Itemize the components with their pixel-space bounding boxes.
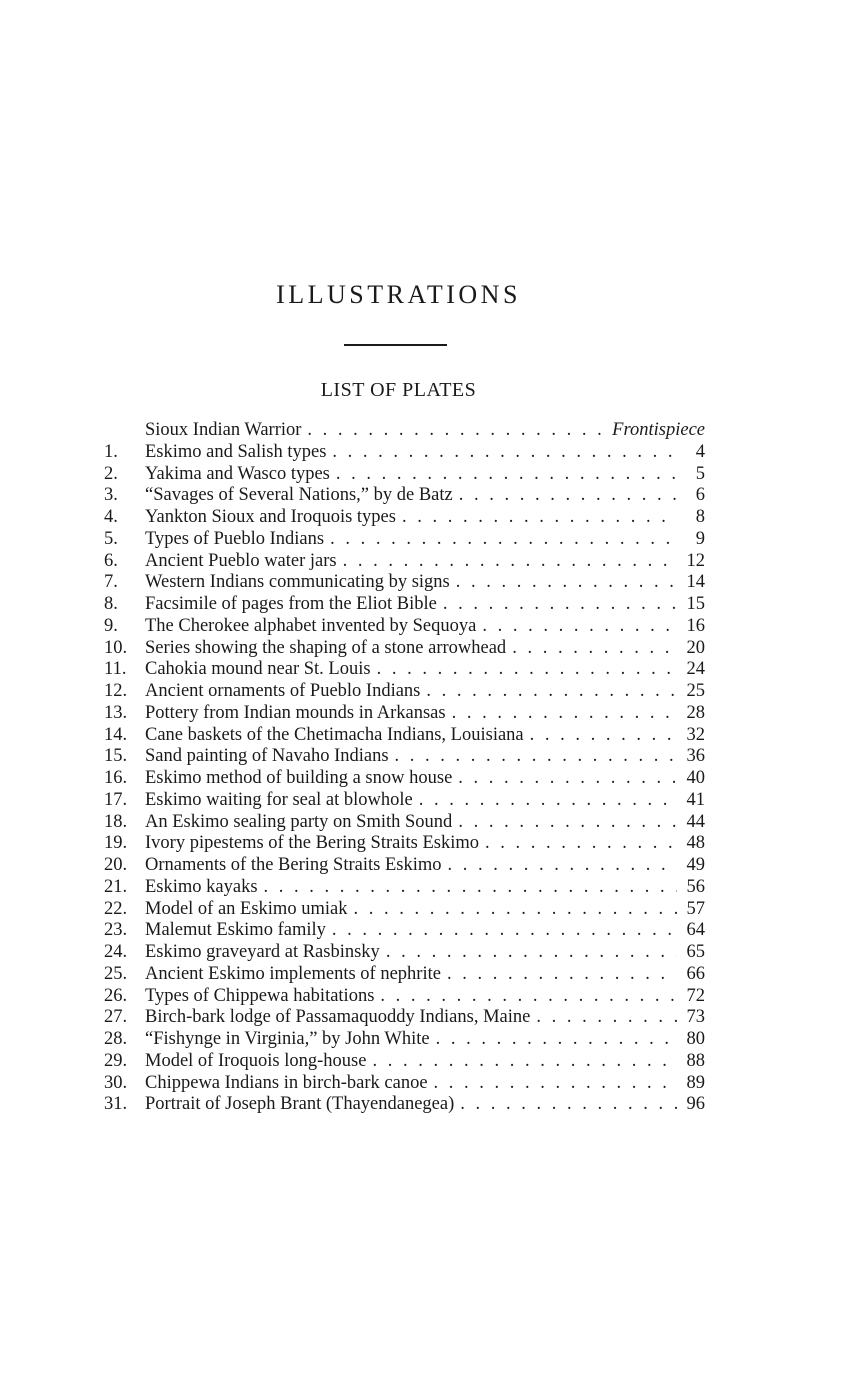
plate-page: 64 [686,920,705,941]
plate-row [100,812,705,834]
plate-page: 5 [695,463,705,484]
plate-number: 31. [104,1094,128,1115]
plate-page: 80 [686,1029,705,1049]
plate-number: 18. [104,811,128,832]
dot-leader [395,746,677,768]
plate-row [100,1073,705,1095]
plate-title: Ivory pipestems of the Bering Straits Eskimo [145,833,479,854]
plate-page: 14 [686,572,705,593]
plate-number: 3. [104,485,118,506]
plate-number: 29. [104,1050,128,1071]
plate-title: Series showing the shaping of a stone arrowhead [145,637,507,658]
plate-number: 24. [104,942,128,962]
plate-row [100,616,705,638]
plate-title: “Fishynge in Virginia,” by John White [145,1029,430,1049]
plate-page: 41 [686,789,705,810]
plate-number: 10. [104,637,128,658]
plate-page: 49 [686,855,705,875]
plate-number: 26. [104,985,128,1006]
dot-leader [332,442,677,464]
plate-row [100,899,705,921]
plate-row [100,507,705,529]
plate-number: 22. [104,898,128,919]
plate-row [100,964,705,986]
dot-leader [536,1007,677,1029]
plate-title: Sand painting of Navaho Indians [145,746,389,767]
plate-page: 20 [686,637,705,658]
plate-page: 66 [686,963,705,984]
plate-number: 17. [104,789,128,810]
plate-row [100,594,705,616]
dot-leader [460,1094,677,1116]
dot-leader [447,855,677,877]
plate-row [100,768,705,790]
plate-title: “Savages of Several Nations,” by de Batz [145,485,453,506]
plate-title: Chippewa Indians in birch-bark canoe [145,1072,428,1093]
plate-row [100,746,705,768]
plate-title: Yakima and Wasco types [145,463,330,484]
frontispiece-row [100,420,705,442]
plate-page: 15 [686,594,705,614]
plate-row [100,1051,705,1073]
dot-leader [343,551,677,573]
plate-page: 65 [686,942,705,962]
plate-number: 23. [104,920,128,941]
plate-title: Malemut Eskimo family [145,920,326,941]
plate-title: Yankton Sioux and Iroquois types [145,507,396,527]
plate-page: Frontispiece [612,420,705,440]
dot-leader [419,790,677,812]
plate-page: 96 [686,1094,705,1115]
plate-row [100,703,705,725]
dot-leader [330,529,677,551]
plate-title: The Cherokee alphabet invented by Sequoya [145,615,477,636]
dot-leader [512,638,677,660]
dot-leader [447,964,677,986]
plate-title: An Eskimo sealing party on Smith Sound [145,811,453,832]
plate-page: 4 [695,441,705,462]
dot-leader [458,768,677,790]
plate-row [100,442,705,464]
dot-leader [456,572,677,594]
dot-leader [452,703,677,725]
plate-number: 11. [104,659,127,680]
plate-row [100,681,705,703]
plate-page: 44 [686,811,705,832]
plate-title: Cahokia mound near St. Louis [145,659,371,680]
plate-row [100,464,705,486]
plate-row [100,725,705,747]
plate-page: 56 [686,876,705,897]
plate-title: Types of Chippewa habitations [145,985,375,1006]
plate-page: 24 [686,659,705,680]
plate-row [100,855,705,877]
plate-row [100,877,705,899]
plate-row [100,1007,705,1029]
plate-page: 12 [686,550,705,571]
plate-title: Model of an Eskimo umiak [145,898,348,919]
plate-page: 36 [686,746,705,767]
plate-page: 72 [686,985,705,1006]
dot-leader [386,942,677,964]
dot-leader [530,725,677,747]
plate-page: 25 [686,681,705,701]
dot-leader [459,485,677,507]
dot-leader [485,833,677,855]
plate-title: Portrait of Joseph Brant (Thayendanegea) [145,1094,455,1115]
plate-number: 20. [104,855,128,875]
plate-number: 19. [104,833,128,854]
dot-leader [264,877,677,899]
plate-number: 2. [104,463,118,484]
plate-number: 1. [104,441,118,462]
plate-row [100,942,705,964]
plate-page: 73 [686,1007,705,1028]
plate-title: Facsimile of pages from the Eliot Bible [145,594,437,614]
plate-row [100,659,705,681]
plate-title: Types of Pueblo Indians [145,528,325,549]
plate-row [100,572,705,594]
plate-title: Pottery from Indian mounds in Arkansas [145,702,446,723]
plate-row [100,638,705,660]
plate-page: 48 [686,833,705,854]
plate-list [100,420,705,1116]
plate-page: 88 [686,1050,705,1071]
dot-leader [336,464,677,486]
plate-title: Birch-bark lodge of Passamaquoddy Indians, Maine [145,1007,531,1028]
dot-leader [458,812,677,834]
page-title: ILLUSTRATIONS [276,280,521,309]
plate-number: 7. [104,572,118,593]
plate-number: 21. [104,876,128,897]
plate-title: Eskimo graveyard at Rasbinsky [145,942,380,962]
plate-title: Cane baskets of the Chetimacha Indians, Louisiana [145,724,524,745]
dot-leader [380,986,677,1008]
plate-row [100,920,705,942]
dot-leader [443,594,677,616]
plate-number: 14. [104,724,128,745]
plate-page: 89 [686,1072,705,1093]
plate-number: 30. [104,1072,128,1093]
plate-title: Eskimo kayaks [145,876,258,897]
plate-title: Sioux Indian Warrior [145,420,302,440]
dot-leader [426,681,677,703]
plate-number: 12. [104,681,128,701]
section-title: LIST OF PLATES [320,379,477,401]
plate-number: 9. [104,615,118,636]
plate-row [100,833,705,855]
plate-number: 5. [104,528,118,549]
plate-number: 4. [104,507,118,527]
plate-row [100,529,705,551]
plate-title: Ancient Pueblo water jars [145,550,337,571]
plate-title: Western Indians communicating by signs [145,572,450,593]
plate-title: Eskimo waiting for seal at blowhole [145,789,413,810]
plate-number: 16. [104,768,128,788]
plate-page: 8 [695,507,705,527]
plate-page: 6 [695,485,705,506]
dot-leader [307,420,606,442]
plate-number: 8. [104,594,118,614]
dot-leader [436,1029,677,1051]
plate-page: 16 [686,615,705,636]
plate-number: 13. [104,702,128,723]
plate-title: Model of Iroquois long-house [145,1050,367,1071]
dot-leader [372,1051,677,1073]
plate-number: 6. [104,550,118,571]
plate-page: 32 [686,724,705,745]
dot-leader [482,616,677,638]
plate-title: Ornaments of the Bering Straits Eskimo [145,855,442,875]
plate-page: 57 [686,898,705,919]
dot-leader [332,920,677,942]
dot-leader [353,899,677,921]
dot-leader [402,507,677,529]
plate-row [100,485,705,507]
plate-row [100,1029,705,1051]
plate-number: 25. [104,963,128,984]
plate-row [100,551,705,573]
plate-page: 40 [686,768,705,788]
plate-number: 28. [104,1029,128,1049]
plate-row [100,1094,705,1116]
plate-title: Eskimo method of building a snow house [145,768,453,788]
plate-row [100,986,705,1008]
dot-leader [434,1073,677,1095]
plate-title: Ancient ornaments of Pueblo Indians [145,681,421,701]
dot-leader [377,659,677,681]
plate-title: Ancient Eskimo implements of nephrite [145,963,441,984]
plate-row [100,790,705,812]
plate-number: 15. [104,746,128,767]
plate-page: 9 [695,528,705,549]
plate-page: 28 [686,702,705,723]
plate-title: Eskimo and Salish types [145,441,327,462]
title-rule [344,344,447,346]
plate-number: 27. [104,1007,128,1028]
